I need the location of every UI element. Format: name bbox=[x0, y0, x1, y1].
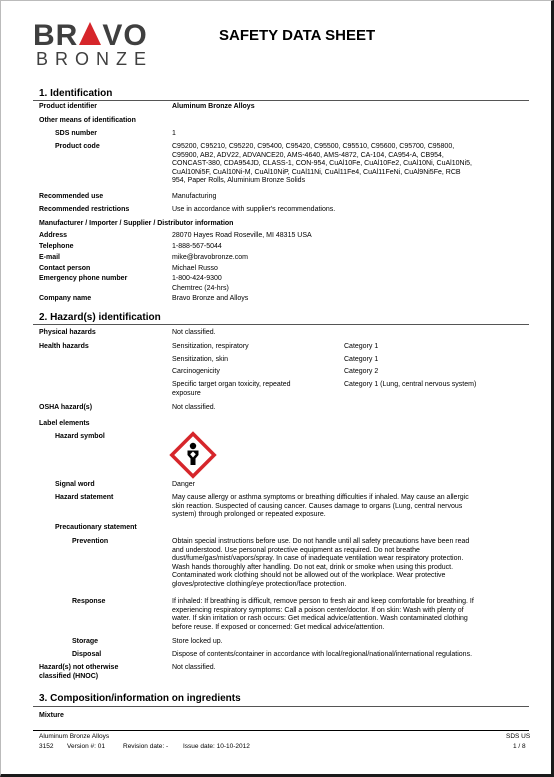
hazard-statement-value bbox=[172, 494, 469, 520]
prevention-line: Wash hands thoroughly after handling. Do not eat, drink or smoke when using this product. bbox=[172, 563, 454, 571]
disposal-label: Disposal bbox=[72, 651, 102, 658]
health-hazard-icon bbox=[169, 431, 217, 479]
health-hazard-name: Sensitization, respiratory bbox=[172, 343, 249, 350]
hnoc-label-cont: classified (HNOC) bbox=[39, 673, 99, 680]
recommended-use-value: Manufacturing bbox=[172, 193, 217, 200]
sds-number-label: SDS number bbox=[55, 130, 98, 137]
product-code-line: C95900, AB2, ADV22, ADVANCE20, AMS-4640, AMS-4872, CA-104, CA954-A, CB954, bbox=[172, 151, 444, 159]
mixture-label: Mixture bbox=[39, 712, 64, 719]
company-value: Bravo Bronze and Alloys bbox=[172, 295, 249, 302]
section-divider bbox=[33, 706, 529, 707]
brand-logo bbox=[33, 21, 148, 51]
document-title: SAFETY DATA SHEET bbox=[219, 27, 376, 44]
footer-version: Version #: 01 bbox=[67, 743, 105, 750]
footer-code: SDS US bbox=[506, 733, 531, 740]
prevention-line: Contaminated work clothing should not be allowed out of the workplace. Wear protective bbox=[172, 572, 446, 580]
prevention-line: gloves/protective clothing/eye protection/face protection. bbox=[172, 580, 347, 588]
health-hazard-category: Category 1 bbox=[344, 356, 379, 363]
product-code-value bbox=[172, 143, 472, 186]
health-hazard-name: Carcinogenicity bbox=[172, 368, 220, 375]
restrictions-value: Use in accordance with supplier's recommendations. bbox=[172, 206, 336, 213]
physical-hazards-value: Not classified. bbox=[172, 329, 216, 336]
contact-label: Contact person bbox=[39, 265, 91, 272]
section-2-heading: 2. Hazard(s) identification bbox=[39, 312, 161, 323]
health-hazards-label: Health hazards bbox=[39, 343, 89, 350]
logo-triangle-icon bbox=[79, 22, 101, 45]
emergency-label: Emergency phone number bbox=[39, 275, 128, 282]
prevention-value bbox=[172, 538, 469, 590]
logo-text-left: BR bbox=[33, 19, 79, 52]
address-label: Address bbox=[39, 232, 68, 239]
osha-value: Not classified. bbox=[172, 404, 216, 411]
product-code-line: CuAl10Ni5F, CuAl10Ni-M, CuAl10NiP, CuAl11Ni, CuAl11Fe4, CuAl11FeNi, CuAl9Ni5Fe, RCB bbox=[172, 168, 461, 176]
response-label: Response bbox=[72, 598, 106, 605]
product-code-line: 954, Paper Rolls, Aluminium Bronze Solids bbox=[172, 177, 306, 185]
product-code-line: CONCAST-380, CDA954JD, CLASS-1, CON-954, CuAl10Fe, CuAl10Fe2, CuAl10Ni, CuAl10Ni5, bbox=[172, 160, 472, 168]
physical-hazards-label: Physical hazards bbox=[39, 329, 96, 336]
response-line: experiencing respiratory symptoms: Call a poison center/doctor. If on skin: Wash with plenty of bbox=[172, 606, 464, 614]
prevention-line: and understood. Use personal protective equipment as required. Do not breathe bbox=[172, 546, 420, 554]
logo-subtitle: BRONZE bbox=[36, 49, 154, 69]
recommended-use-label: Recommended use bbox=[39, 193, 104, 200]
section-divider bbox=[33, 324, 529, 325]
disposal-value: Dispose of contents/container in accordance with local/regional/national/international regulations. bbox=[172, 651, 473, 658]
response-line: If inhaled: If breathing is difficult, remove person to fresh air and keep comfortable for breathing. If bbox=[172, 598, 474, 605]
product-code-label: Product code bbox=[55, 143, 100, 150]
osha-label: OSHA hazard(s) bbox=[39, 404, 93, 411]
sds-number-value: 1 bbox=[172, 130, 176, 137]
storage-value: Store locked up. bbox=[172, 638, 223, 645]
prevention-line: Obtain special instructions before use. Do not handle until all safety precautions have been read bbox=[172, 538, 470, 545]
footer-product: Aluminum Bronze Alloys bbox=[39, 733, 110, 740]
health-hazard-name: Sensitization, skin bbox=[172, 356, 229, 363]
health-hazard-name-cont: exposure bbox=[172, 390, 201, 397]
health-hazard-category: Category 1 (Lung, central nervous system) bbox=[344, 381, 477, 388]
prevention-label: Prevention bbox=[72, 538, 109, 545]
product-code-line: C95200, C95210, C95220, C95400, C95420, C95500, C95510, C95600, C95700, C95800, bbox=[172, 143, 455, 150]
section-divider bbox=[33, 100, 529, 101]
telephone-value: 1-888-567-5044 bbox=[172, 243, 222, 250]
section-3-heading: 3. Composition/information on ingredients bbox=[39, 693, 241, 704]
health-hazard-category: Category 2 bbox=[344, 368, 379, 375]
restrictions-label: Recommended restrictions bbox=[39, 206, 130, 213]
product-identifier-value: Aluminum Bronze Alloys bbox=[172, 103, 255, 110]
signal-word-label: Signal word bbox=[55, 481, 95, 488]
precautionary-statement-label: Precautionary statement bbox=[55, 524, 137, 531]
footer-revision: Revision date: - bbox=[123, 743, 169, 750]
hazard-statement-line: skin reaction. Suspected of causing cancer. Causes damage to organs (Lung, central nervous bbox=[172, 502, 463, 510]
response-line: water. If skin irritation or rash occurs: Get medical advice/attention. Wash contaminated clothing bbox=[172, 615, 468, 623]
other-means-label: Other means of identification bbox=[39, 117, 136, 124]
hnoc-value: Not classified. bbox=[172, 664, 216, 671]
footer-issue-date: Issue date: 10-10-2012 bbox=[183, 743, 250, 750]
company-label: Company name bbox=[39, 295, 92, 302]
prevention-line: dust/fume/gas/mist/vapors/spray. In case of inadequate ventilation wear respiratory protection. bbox=[172, 555, 464, 563]
health-hazard-category: Category 1 bbox=[344, 343, 379, 350]
footer-page-number: 1 / 8 bbox=[513, 743, 526, 750]
section-1-heading: 1. Identification bbox=[39, 88, 113, 99]
hazard-statement-line: May cause allergy or asthma symptoms or breathing difficulties if inhaled. May cause an allergic bbox=[172, 494, 469, 501]
storage-label: Storage bbox=[72, 638, 99, 645]
manufacturer-label: Manufacturer / Importer / Supplier / Distributor information bbox=[39, 220, 234, 227]
telephone-label: Telephone bbox=[39, 243, 74, 250]
hnoc-label: Hazard(s) not otherwise bbox=[39, 664, 119, 671]
footer-doc-number: 3152 bbox=[39, 743, 54, 750]
response-line: before reuse. If exposed or concerned: Get medical advice/attention. bbox=[172, 623, 385, 631]
hazard-statement-line: system) through prolonged or repeated exposure. bbox=[172, 511, 326, 519]
health-hazard-name: Specific target organ toxicity, repeated bbox=[172, 381, 291, 388]
logo-text-right: VO bbox=[102, 19, 148, 52]
address-value: 28070 Hayes Road Roseville, MI 48315 USA bbox=[172, 232, 312, 239]
label-elements-label: Label elements bbox=[39, 420, 90, 427]
contact-value: Michael Russo bbox=[172, 265, 218, 272]
footer-divider bbox=[33, 730, 529, 731]
email-label: E-mail bbox=[39, 254, 61, 261]
product-identifier-label: Product identifier bbox=[39, 103, 97, 110]
emergency-note: Chemtrec (24-hrs) bbox=[172, 285, 229, 292]
hazard-statement-label: Hazard statement bbox=[55, 494, 114, 501]
hazard-symbol-label: Hazard symbol bbox=[55, 433, 105, 440]
email-value: mike@bravobronze.com bbox=[172, 254, 248, 261]
response-value bbox=[172, 598, 474, 632]
emergency-value: 1-800-424-9300 bbox=[172, 275, 222, 282]
signal-word-value: Danger bbox=[172, 481, 195, 488]
